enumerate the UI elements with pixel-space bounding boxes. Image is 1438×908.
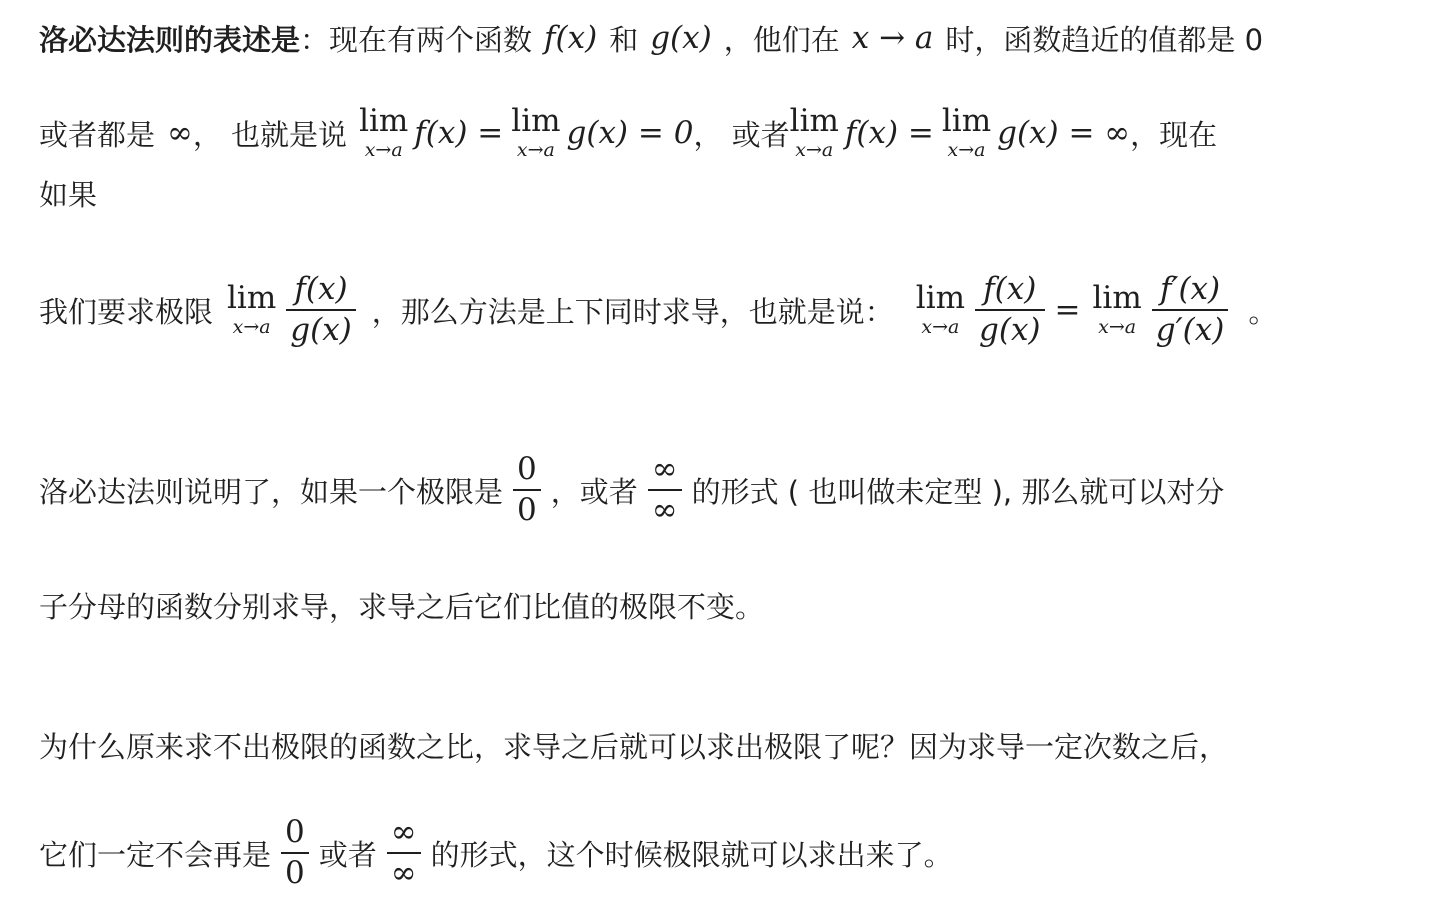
text: ，现在: [1130, 117, 1218, 152]
limit-operator: lim x→a: [789, 103, 839, 161]
text: 。: [1248, 294, 1278, 329]
math-limit-condition: x → a: [851, 20, 934, 56]
math-expression: g(x) = 0: [566, 115, 694, 151]
text: 或者都是: [39, 117, 156, 152]
text: ， 也就是说: [192, 117, 348, 152]
text: 或者: [318, 837, 377, 872]
math-gx: g(x): [650, 20, 712, 56]
text: ， 或者: [693, 117, 790, 152]
paragraph-line-4: [39, 271, 1278, 348]
limit-operator: lim x→a: [1092, 280, 1142, 338]
text: ，那么方法是上下同时求导，也就是说：: [371, 294, 894, 329]
math-fx: f(x): [544, 20, 598, 56]
math-expression: f(x) =: [844, 115, 934, 151]
paragraph-line-8: [39, 814, 953, 891]
paragraph-line-2: [39, 103, 1217, 163]
text: 子分母的函数分别求导，求导之后它们比值的极限不变。: [39, 589, 765, 624]
paragraph-line-3: [39, 163, 97, 223]
fraction-f-over-g: $\frac{f(x)}{g(x)}$: [975, 273, 1045, 346]
math-expression: g(x) = ∞: [997, 115, 1131, 151]
text: 为什么原来求不出极限的函数之比，求导之后就可以求出极限了呢？因为求导一定次数之后，: [39, 729, 1229, 764]
math-expression: f(x) =: [414, 115, 504, 151]
equals-sign: =: [1054, 292, 1081, 328]
limit-operator: lim x→a: [941, 103, 992, 161]
text: ：现在有两个函数: [300, 22, 533, 57]
fraction-inf-over-inf: $\frac{\infty}{\infty}$: [387, 816, 421, 889]
text: 的形式，这个时候极限就可以求出来了。: [430, 837, 953, 872]
text: 的形式 ( 也叫做未定型 ), 那么就可以对分: [691, 474, 1225, 509]
fraction-zero-over-zero: $\frac{0}{0}$: [281, 816, 309, 889]
fraction-zero-over-zero: $\frac{0}{0}$: [513, 453, 541, 526]
fraction-inf-over-inf: $\frac{\infty}{\infty}$: [648, 453, 682, 526]
math-infinity: ∞: [167, 115, 193, 151]
limit-operator: lim x→a: [227, 280, 277, 338]
limit-operator: lim x→a: [359, 103, 409, 161]
text: 我们要求极限: [39, 294, 214, 329]
text: 和: [609, 22, 639, 57]
paragraph-line-5: [39, 451, 1225, 528]
paragraph-line-1: [39, 8, 1263, 68]
text: ，他们在: [723, 22, 840, 57]
text: ，或者: [550, 474, 638, 509]
limit-operator: lim x→a: [915, 280, 966, 338]
text: 时，函数趋近的值都是 0: [945, 22, 1264, 57]
bold-term: 洛必达法则的表述是: [39, 22, 301, 57]
paragraph-line-6: [39, 575, 764, 635]
text: 洛必达法则说明了，如果一个极限是: [39, 474, 504, 509]
text: 它们一定不会再是: [39, 837, 272, 872]
text: 如果: [39, 177, 98, 212]
fraction-f-over-g: $\frac{f(x)}{g(x)}$: [286, 273, 356, 346]
fraction-derivatives: $\frac{f'(x)}{g'(x)}$: [1152, 273, 1229, 346]
paragraph-line-7: [39, 715, 1228, 775]
limit-operator: lim x→a: [511, 103, 561, 161]
